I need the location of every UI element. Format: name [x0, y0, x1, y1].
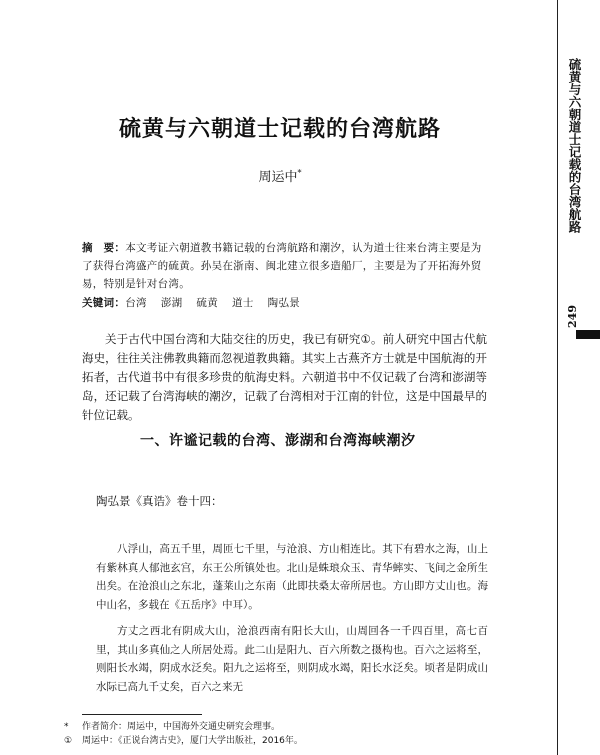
section-heading: 一、许谧记载的台湾、澎湖和台湾海峡潮汐	[140, 433, 416, 449]
block-quote	[96, 540, 488, 704]
footnotes	[64, 720, 524, 748]
footnote	[64, 720, 524, 734]
page-tab-marker	[576, 330, 600, 339]
keywords	[82, 295, 482, 310]
keyword: 澎湖	[160, 297, 183, 309]
author-footnote-mark: *	[297, 168, 302, 178]
abstract	[82, 239, 482, 293]
abstract-text: 本文考证六朝道教书籍记载的台湾航路和潮汐，认为道士往来台湾主要是为了获得台湾盛产的硫黄。孙吴在浙南、闽北建立很多造船厂，主要是为了开拓海外贸易，特别是针对台湾。	[82, 242, 482, 290]
author-name: 周运中	[258, 170, 298, 185]
intro-paragraph: 关于古代中国台湾和大陆交往的历史，我已有研究①。前人研究中国古代航海史，往往关注佛教典籍而忽视道教典籍。其实上古燕齐方士就是中国航海的开拓者，古代道书中有很多珍贵的航海史料。六朝道书中不仅记载了台湾和澎湖等岛，还记载了台湾海峡的潮汐，记载了台湾相对于江南的针位，这是中国最早的针位记载。	[82, 332, 487, 422]
footnote-text: 作者简介：周运中，中国海外交通史研究会理事。	[82, 722, 281, 732]
keyword: 硫黄	[196, 297, 219, 309]
footnote-mark: ①	[64, 736, 73, 746]
footnote	[64, 734, 524, 748]
keyword: 陶弘景	[267, 297, 301, 309]
footnote-rule	[82, 714, 202, 715]
author-line	[0, 166, 560, 185]
article-title: 硫黄与六朝道士记载的台湾航路	[118, 116, 441, 142]
page-number: 249	[566, 305, 579, 328]
keywords-label: 关键词：	[82, 297, 126, 309]
footnote-mark: *	[64, 722, 69, 732]
footnote-text: 周运中：《正说台湾古史》，厦门大学出版社，2016年。	[82, 736, 303, 746]
page-edge-rule	[557, 0, 558, 755]
running-title: 硫黄与六朝道士记载的台湾航路	[567, 58, 582, 233]
abstract-label: 摘 要：	[82, 242, 126, 254]
keyword: 道士	[232, 297, 254, 309]
quote-paragraph: 八浮山，高五千里，周匝七千里，与沧浪、方山相连比。其下有碧水之海，山上有紫林真人郁池玄宫，东王公所镇处也。北山是蛛琅众玉、青华蟀实、飞间之金所生出矣。在沧浪山之东北，蓬莱山之东南（此即扶桑太帝所居也。方山即方丈山也。海中山名，多载在《五岳序》中耳）。	[96, 543, 488, 611]
intro-section	[82, 330, 487, 425]
source-citation: 陶弘景《真诰》卷十四：	[96, 494, 223, 508]
keyword: 台湾	[125, 297, 147, 309]
quote-paragraph: 方丈之西北有阴成大山，沧浪西南有阳长大山，山周回各一千四百里，高七百里，其山多真仙之人所居处焉。此二山是阳九、百六所数之摄构也。百六之运将至，则阳长水竭，阴成水泛矣。阳九之运将至，则阴成水竭，阳长水泛矣。顷者是阴成山水际已高九千丈矣，百六之来无	[96, 625, 488, 693]
